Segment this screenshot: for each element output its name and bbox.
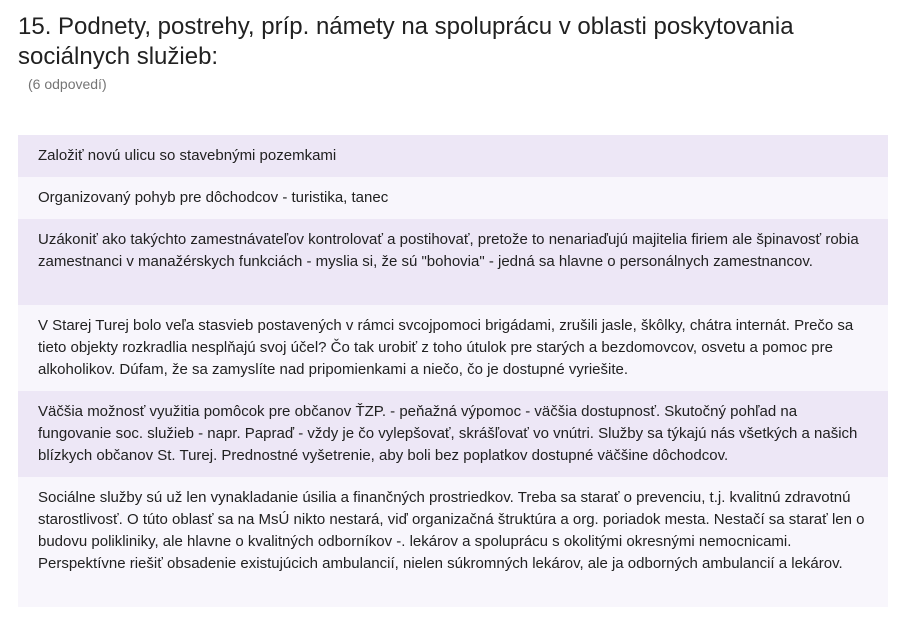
answer-list — [18, 135, 888, 607]
answer-item: Organizovaný pohyb pre dôchodcov - turistika, tanec — [18, 177, 888, 219]
answer-item: Väčšia možnosť využitia pomôcok pre občanov ŤZP. - peňažná výpomoc - väčšia dostupnosť. Skutočný pohľad na fungovanie soc. služieb - napr. Papraď - vždy je čo vylepšovať, skrášľovať vo vnútri. Služby sa týkajú nás všetkých a našich blízkych občanov St. Turej. Prednostné vyšetrenie, aby boli bez poplatkov dostupné väčšine dôchodcov. — [18, 391, 888, 477]
answer-item: Založiť novú ulicu so stavebnými pozemkami — [18, 135, 888, 177]
answer-item: Sociálne služby sú už len vynakladanie úsilia a finančných prostriedkov. Treba sa starať o prevenciu, t.j. kvalitnú zdravotnú starostlivosť. O túto oblasť sa na MsÚ nikto nestará, viď organizačná štruktúra a org. poriadok mesta. Nestačí sa starať len o budovu polikliniky, ale hlavne o kvalitných odborníkov -. lekárov a spoluprácu s okolitými okresnými nemocnicami. Perspektívne riešiť obsadenie existujúcich ambulancií, nielen súkromných lekárov, ale ja odborných ambulancií a lekárov. — [18, 477, 888, 607]
answer-item: Uzákoniť ako takýchto zamestnávateľov kontrolovať a postihovať, pretože to nenariaďujú majitelia firiem ale špinavosť robia zamestnanci v manažérskych funkciách - myslia si, že sú "bohovia" - jedná sa hlavne o personálnych zamestnancov. — [18, 219, 888, 305]
question-title: 15. Podnety, postrehy, príp. námety na spoluprácu v oblasti poskytovania sociálnych služieb: — [18, 13, 794, 70]
answer-item: V Starej Turej bolo veľa stasvieb postavených v rámci svcojpomoci brigádami, zrušili jasle, škôlky, chátra internát. Prečo sa tieto objekty rozkradlia nesplňajú svoj účel? Čo tak urobiť z toho útulok pre starých a bezdomovcov, osvetu a pomoc pre alkoholikov. Dúfam, že sa zamyslíte nad pripomienkami a niečo, čo je dostupné vyriešite. — [18, 305, 888, 391]
response-count: (6 odpovedí) — [28, 76, 107, 92]
